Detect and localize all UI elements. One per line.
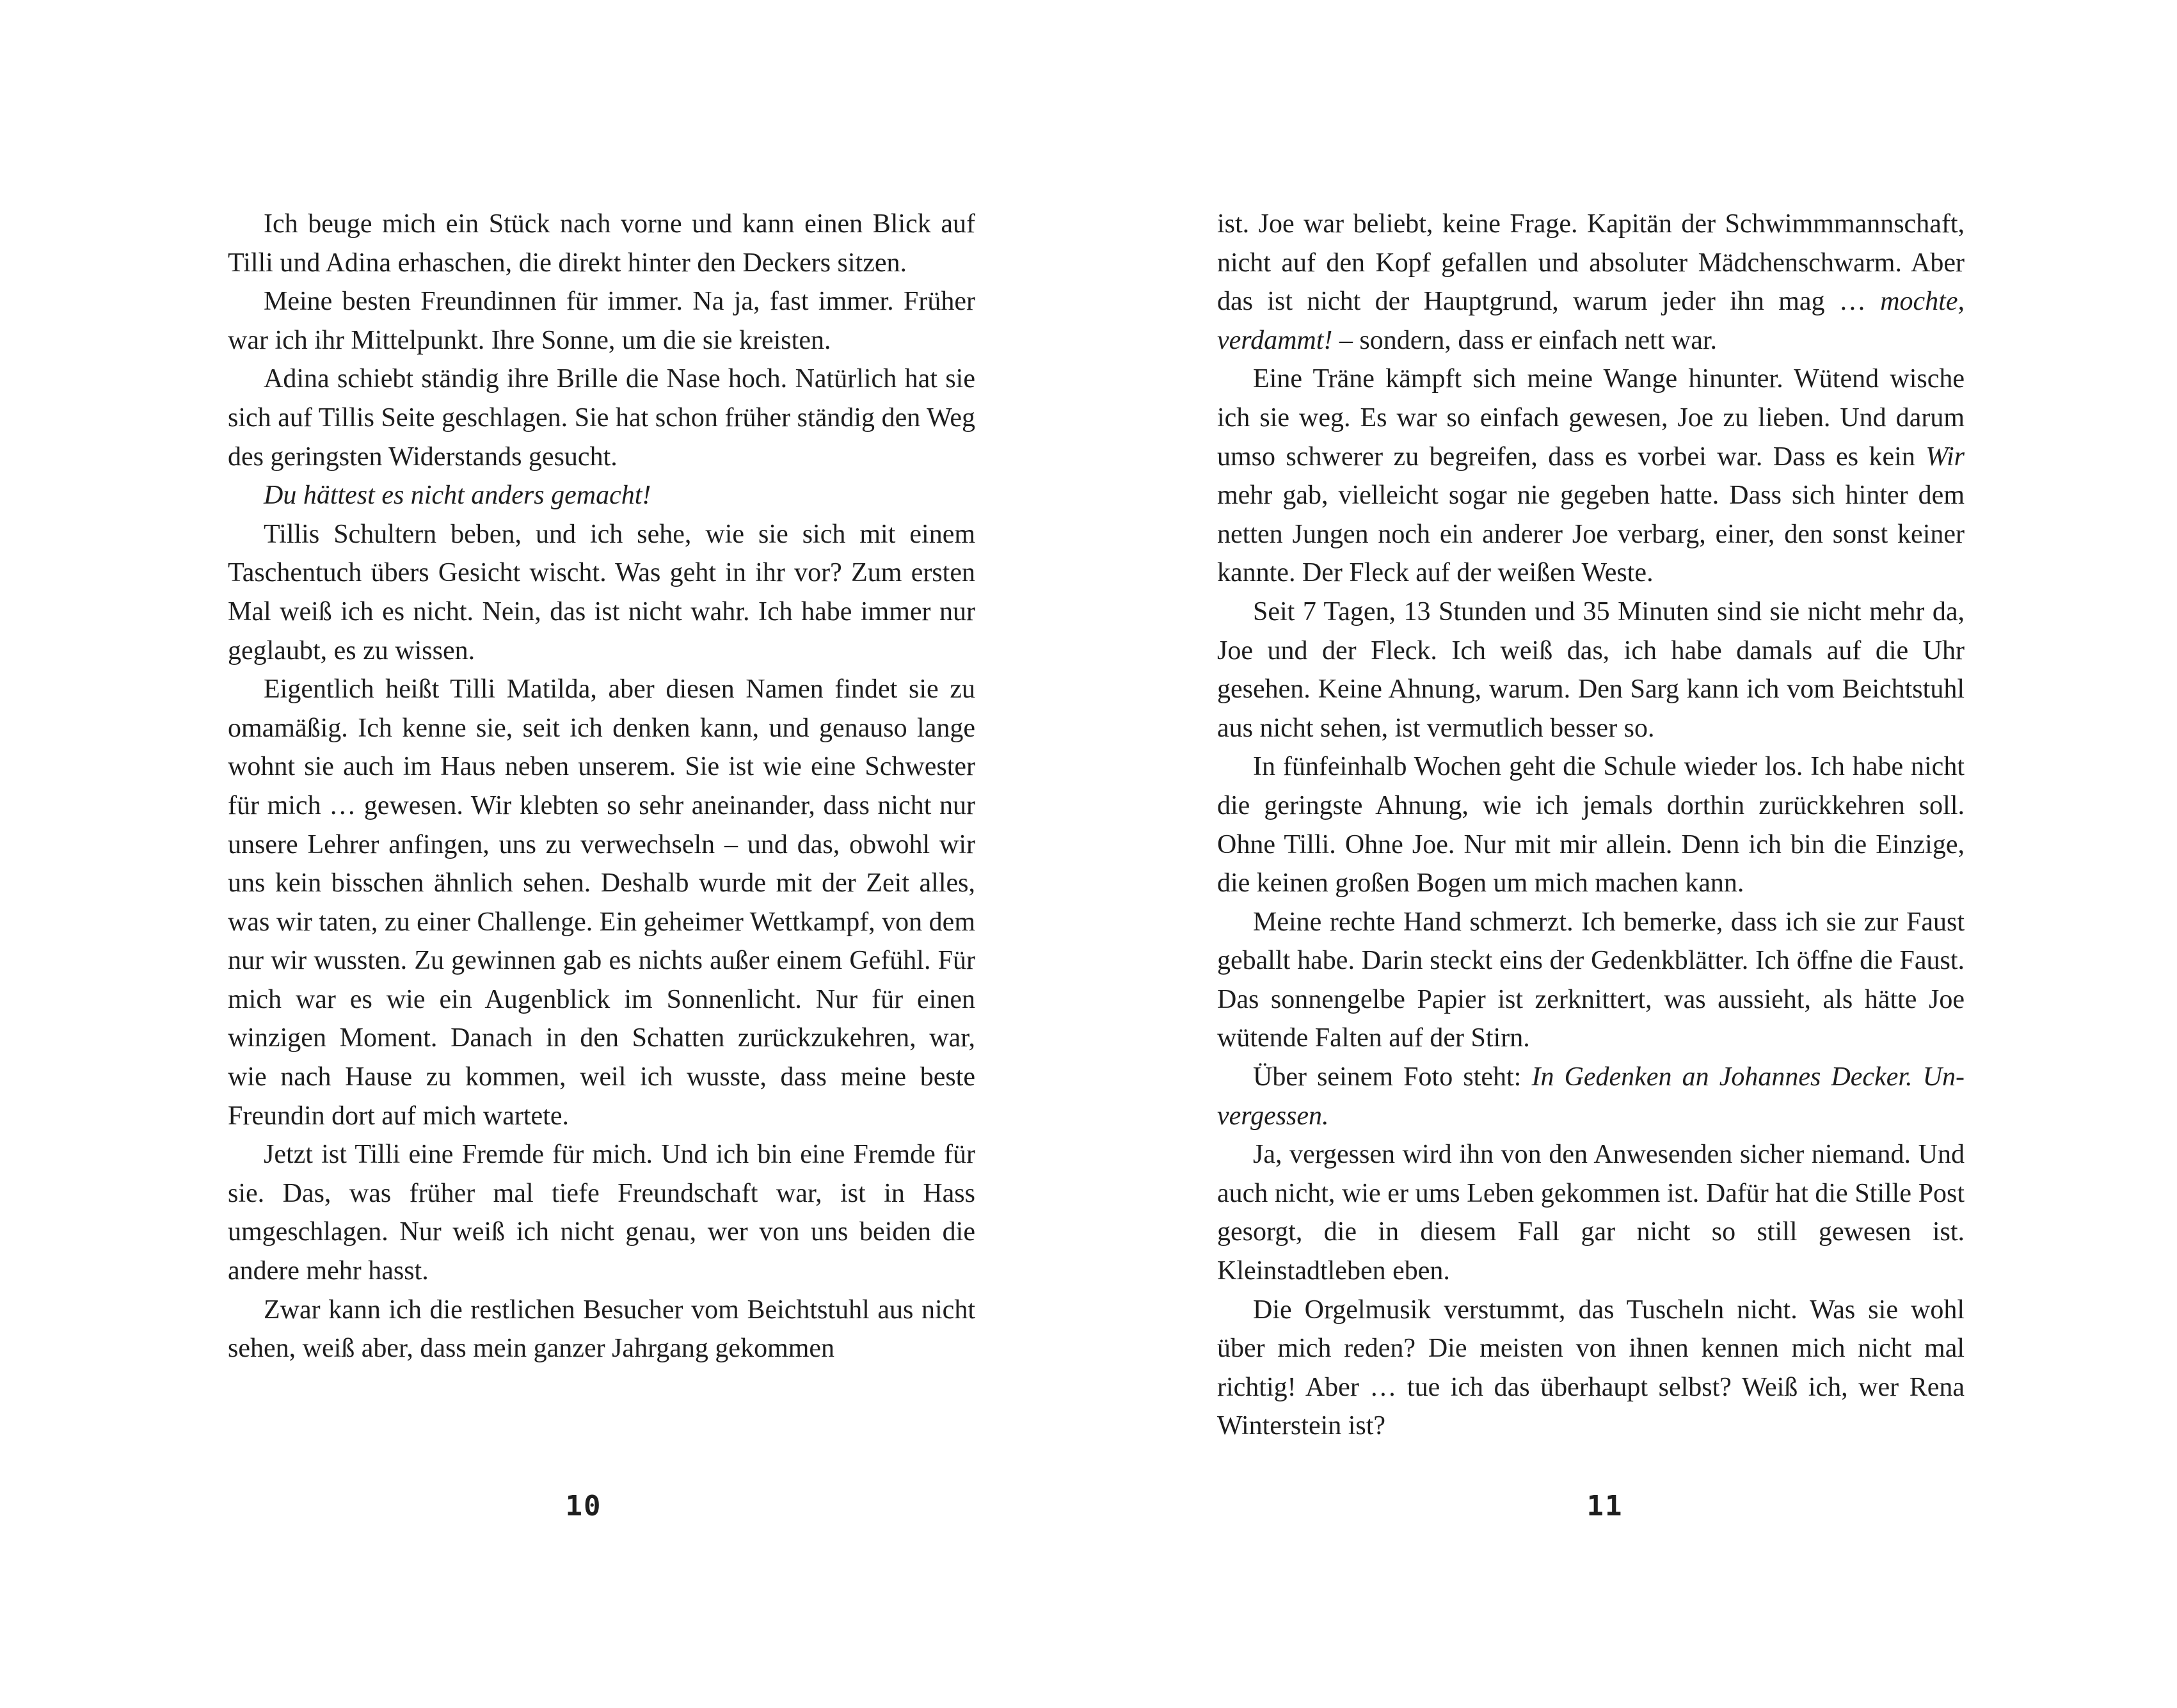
paragraph xyxy=(228,670,975,1135)
paragraph xyxy=(228,205,975,282)
text-run: In fünfeinhalb Wochen geht die Schule wieder los. Ich habe nicht die geringste Ahnung, wie ich jemals dorthin zurückkehren soll. Ohne Tilli. Ohne Joe. Nur mit mir allein. Denn ich bin die Einzige, die keinen großen Bogen um mich machen kann. xyxy=(1217,752,1965,898)
page-number-left: 10 xyxy=(565,1490,602,1522)
paragraph xyxy=(1217,1291,1965,1446)
italic-text-run: In Gedenken an Johannes Decker. Unvergessen. xyxy=(1217,1062,1965,1131)
text-run: Ja, vergessen wird ihn von den Anwesenden sicher niemand. Und auch nicht, wie er ums Leben gekommen ist. Dafür hat die Stille Post gesorgt, die in diesem Fall gar nicht so still gewesen ist. Kleinstadtleben eben. xyxy=(1217,1140,1965,1286)
text-run: Eine Träne kämpft sich meine Wange hinunter. Wütend wische ich sie weg. Es war so einfach gewesen, Joe zu lieben. Und darum umso schwerer zu begreifen, dass es vorbei war. Dass es kein xyxy=(1217,364,1965,472)
paragraph xyxy=(1217,1058,1965,1135)
right-page-text xyxy=(1217,205,1965,1446)
italic-text-run: Wir xyxy=(1926,442,1965,472)
paragraph xyxy=(228,1291,975,1368)
paragraph xyxy=(1217,747,1965,902)
text-run: mehr gab, vielleicht sogar nie gegeben hatte. Dass sich hinter dem netten Jungen noch ein anderer Joe verbarg, einer, den sonst keiner kannte. Der Fleck auf der weißen Weste. xyxy=(1217,481,1965,588)
text-run: Seit 7 Tagen, 13 Stunden und 35 Minuten sind sie nicht mehr da, Joe und der Fleck. Ich weiß das, ich habe damals auf die Uhr gesehen. Keine Ahnung, warum. Den Sarg kann ich vom Beichtstuhl aus nicht sehen, ist vermutlich besser so. xyxy=(1217,596,1965,743)
paragraph xyxy=(1217,903,1965,1058)
text-run: Über seinem Foto steht: xyxy=(1253,1062,1532,1092)
text-run: Meine besten Freundinnen für immer. Na ja, fast immer. Früher war ich ihr Mittelpunkt. Ihre Sonne, um die sie kreisten. xyxy=(228,287,975,355)
text-run: – sondern, dass er einfach nett war. xyxy=(1332,325,1718,355)
paragraph xyxy=(228,476,975,515)
text-run: Die Orgelmusik verstummt, das Tuscheln nicht. Was sie wohl über mich reden? Die meisten von ihnen kennen mich nicht mal richtig! Aber … tue ich das überhaupt selbst? Weiß ich, wer Rena Winterstein ist? xyxy=(1217,1295,1965,1441)
text-run: Jetzt ist Tilli eine Fremde für mich. Und ich bin eine Fremde für sie. Das, was früher mal tiefe Freundschaft war, ist in Hass umgeschlagen. Nur weiß ich nicht genau, wer von uns beiden die andere mehr hasst. xyxy=(228,1140,975,1286)
text-run: Adina schiebt ständig ihre Brille die Nase hoch. Natürlich hat sie sich auf Tillis Seite geschlagen. Sie hat schon früher ständig den Weg des geringsten Widerstands gesucht. xyxy=(228,364,975,472)
paragraph xyxy=(228,360,975,476)
paragraph xyxy=(1217,593,1965,747)
paragraph xyxy=(228,515,975,670)
page-number-right: 11 xyxy=(1586,1490,1623,1522)
text-run: Ich beuge mich ein Stück nach vorne und kann einen Blick auf Tilli und Adina erhaschen, die direkt hinter den Deckers sitzen. xyxy=(228,209,975,278)
paragraph xyxy=(1217,205,1965,360)
paragraph xyxy=(228,282,975,360)
italic-text-run: mochte, verdammt! xyxy=(1217,287,1965,355)
italic-text-run: Du hättest es nicht anders gemacht! xyxy=(264,481,651,511)
text-run: Tillis Schultern beben, und ich sehe, wie sie sich mit einem Taschentuch übers Gesicht wischt. Was geht in ihr vor? Zum ersten Mal weiß ich es nicht. Nein, das ist nicht wahr. Ich habe immer nur geglaubt, es zu wissen. xyxy=(228,519,975,666)
paragraph xyxy=(228,1135,975,1290)
text-run: ist. Joe war beliebt, keine Frage. Kapitän der Schwimmmannschaft, nicht auf den Kopf gefallen und absoluter Mädchenschwarm. Aber das ist nicht der Hauptgrund, warum jeder ihn mag … xyxy=(1217,209,1965,317)
left-page-text xyxy=(228,205,975,1368)
text-run: Eigentlich heißt Tilli Matilda, aber diesen Namen findet sie zu omamäßig. Ich kenne sie, seit ich denken kann, und genauso lange wohnt sie auch im Haus neben unserem. Sie ist wie eine Schwester für mich … gewesen. Wir klebten so sehr aneinander, dass nicht nur unsere Lehrer anfingen, uns zu verwechseln – und das, obwohl wir uns kein bisschen ähnlich sehen. Deshalb wurde mit der Zeit alles, was wir taten, zu einer Challenge. Ein geheimer Wettkampf, von dem nur wir wussten. Zu gewinnen gab es nichts außer einem Gefühl. Für mich war es wie ein Augenblick im Sonnenlicht. Nur für einen winzigen Moment. Danach in den Schatten zurückzukehren, war, wie nach Hause zu kommen, weil ich wusste, dass meine beste Freundin dort auf mich wartete. xyxy=(228,674,975,1131)
text-run: Meine rechte Hand schmerzt. Ich bemerke, dass ich sie zur Faust geballt habe. Darin steckt eins der Gedenkblätter. Ich öffne die Faust. Das sonnengelbe Papier ist zerknittert, was aussieht, als hätte Joe wütende Falten auf der Stirn. xyxy=(1217,907,1965,1053)
paragraph xyxy=(1217,1135,1965,1290)
text-run: Zwar kann ich die restlichen Besucher vom Beichtstuhl aus nicht sehen, weiß aber, dass mein ganzer Jahrgang gekommen xyxy=(228,1295,975,1364)
paragraph xyxy=(1217,360,1965,593)
